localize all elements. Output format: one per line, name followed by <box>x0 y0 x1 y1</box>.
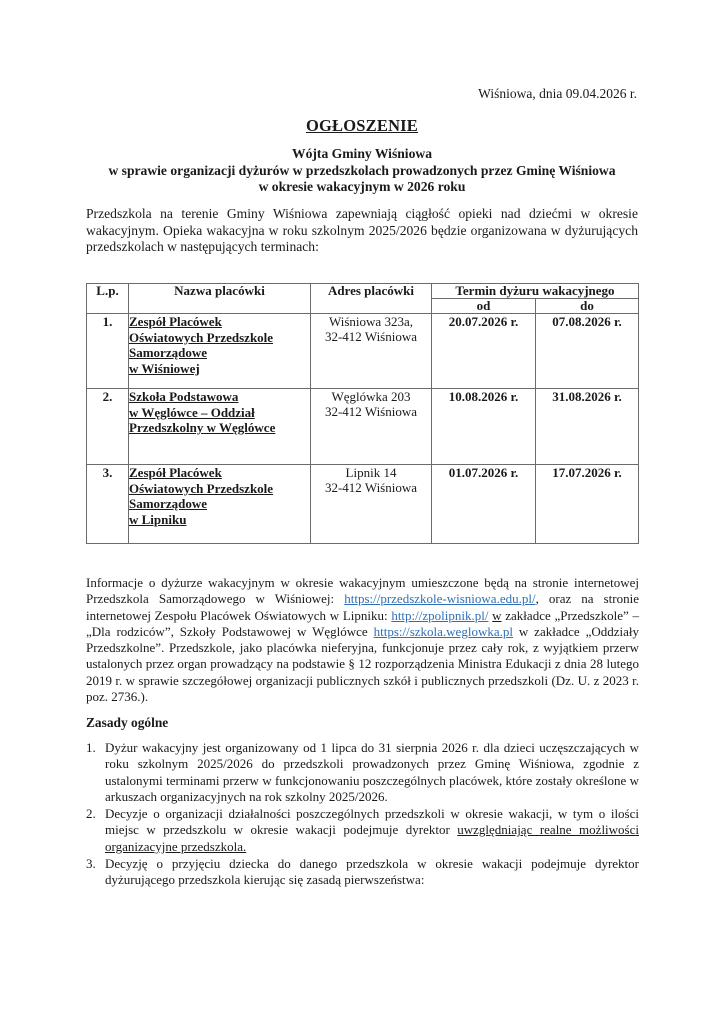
rule-text: Decyzje o organizacji działalności poszczególnych przedszkoli w okresie wakacji, w tym o ilości miejsc w przedszkolu w okresie wakacji podejmuje dyrektor <box>105 806 639 838</box>
subtitle-line: w okresie wakacyjnym w 2026 roku <box>258 179 466 195</box>
info-text: w zakładce „Oddziały Przedszkolne”. Przedszkole, jako placówka nieferyjna, funkcjonuje przez cały rok, z wyjątkiem przerw ustalonych przez organ prowadzący na podstawie § 12 rozporządzenia Ministra Edukacji z dnia 28 lutego 2019 r. w sprawie szczegółowej organizacji publicznych szkół i publicznych przedszkoli (Dz. U. z 2023 r. poz. 2736.). <box>86 623 639 705</box>
duty-schedule-table <box>86 283 639 544</box>
address-line: Lipnik 14 <box>345 465 397 480</box>
general-rules-list <box>86 740 639 890</box>
table-row <box>87 465 639 544</box>
facility-name-line: Oświatowych Przedszkole <box>129 329 274 345</box>
row-facility-name <box>129 465 311 544</box>
row-lp: 2. <box>87 389 129 465</box>
rule-item <box>86 806 639 855</box>
facility-name-line: Zespół Placówek <box>129 314 222 329</box>
address-line: 32-412 Wiśniowa <box>324 480 418 495</box>
facility-name-line: Samorządowe <box>129 496 207 512</box>
row-lp: 3. <box>87 465 129 544</box>
intro-paragraph: Przedszkola na terenie Gminy Wiśniowa zapewniają ciągłość opieki nad dziećmi w okresie wakacyjnym. Opieka wakacyjna w roku szkolnym 2025/2026 będzie organizowana w dyżurujących przedszkolach w następujących terminach: <box>86 206 638 255</box>
rule-text: Decyzję o przyjęciu dziecka do danego przedszkola w okresie wakacji podejmuje dyrektor dyżurującego przedszkola kierując się zasadą pierwszeństwa: <box>105 856 639 888</box>
table-row <box>87 389 639 465</box>
facility-name-line: Szkoła Podstawowa <box>129 389 239 404</box>
rule-item <box>86 856 639 889</box>
row-date-from: 10.08.2026 r. <box>432 389 536 465</box>
row-lp: 1. <box>87 314 129 389</box>
facility-name-line: w Węglówce – Oddział <box>129 404 255 420</box>
header-term: Termin dyżuru wakacyjnego <box>432 284 639 299</box>
facility-name-line: Samorządowe <box>129 345 207 361</box>
row-address <box>311 314 432 389</box>
row-date-to: 31.08.2026 r. <box>536 389 639 465</box>
header-to: do <box>536 299 639 314</box>
table-row <box>87 314 639 389</box>
info-text: Informacje o dyżurze wakacyjnym w okresie wakacyjnym umieszczone będą na stronie internetowej Przedszkola Samorządowego w Wiśniowej: <box>86 575 639 607</box>
address-line: Wiśniowa 323a, <box>329 314 413 329</box>
rule-number: 2. <box>86 806 96 822</box>
row-date-from: 01.07.2026 r. <box>432 465 536 544</box>
rule-number: 1. <box>86 740 96 755</box>
row-date-from: 20.07.2026 r. <box>432 314 536 389</box>
rule-text-underlined: uwzględniając realne możliwości organizacyjne przedszkola. <box>105 822 639 854</box>
rule-number: 3. <box>86 856 96 872</box>
facility-name-line: w Lipniku <box>129 511 187 527</box>
section-heading-general-rules: Zasady ogólne <box>86 715 169 730</box>
address-line: 32-412 Wiśniowa <box>324 329 418 344</box>
link-szkola-weglowka[interactable]: https://szkola.weglowka.pl <box>373 623 513 639</box>
row-date-to: 17.07.2026 r. <box>536 465 639 544</box>
table-header-row <box>87 284 639 299</box>
row-address <box>311 389 432 465</box>
info-text: zakładce „Przedszkole” – „Dla rodziców”, Szkoły Podstawowej w Węglówce <box>86 607 640 639</box>
facility-name-line: Zespół Placówek <box>129 465 222 480</box>
facility-name-line: Oświatowych Przedszkole <box>129 480 274 496</box>
row-date-to: 07.08.2026 r. <box>536 314 639 389</box>
subtitle-line: Wójta Gminy Wiśniowa <box>292 146 432 161</box>
row-facility-name <box>129 389 311 465</box>
header-from: od <box>432 299 536 314</box>
link-przedszkole-wisniowa[interactable]: https://przedszkole-wisniowa.edu.pl/ <box>344 591 536 607</box>
address-line: 32-412 Wiśniowa <box>324 404 418 419</box>
header-lp: L.p. <box>87 284 129 314</box>
document-title: OGŁOSZENIE <box>305 116 419 135</box>
info-text: , oraz na stronie internetowej Zespołu Placówek Oświatowych w Lipniku: <box>86 591 639 623</box>
address-line: Węglówka 203 <box>331 389 411 404</box>
rule-item <box>86 740 639 805</box>
facility-name-line: Przedszkolny w Węglówce <box>129 420 276 436</box>
header-address: Adres placówki <box>311 284 432 314</box>
document-subtitle <box>0 146 724 196</box>
info-text: w <box>492 607 502 623</box>
info-paragraph <box>86 575 639 705</box>
place-and-date: Wiśniowa, dnia 09.04.2026 r. <box>478 86 637 101</box>
facility-name-line: w Wiśniowej <box>129 360 200 376</box>
subtitle-line: w sprawie organizacji dyżurów w przedszkolach prowadzonych przez Gminę Wiśniowa <box>108 162 616 178</box>
rule-text: Dyżur wakacyjny jest organizowany od 1 lipca do 31 sierpnia 2026 r. dla dzieci uczęszczających w roku szkolnym 2025/2026 do przedszkoli prowadzonych przez Gminę Wiśniowa, zgodnie z ustalonymi terminami przerw w funkcjonowaniu poszczególnych placówek, które zostały określone w arkuszach organizacyjnych na rok szkolny 2025/2026. <box>105 740 639 804</box>
row-address <box>311 465 432 544</box>
header-name: Nazwa placówki <box>129 284 311 314</box>
row-facility-name <box>129 314 311 389</box>
link-zpolipnik[interactable]: http://zpolipnik.pl/ <box>391 607 489 623</box>
